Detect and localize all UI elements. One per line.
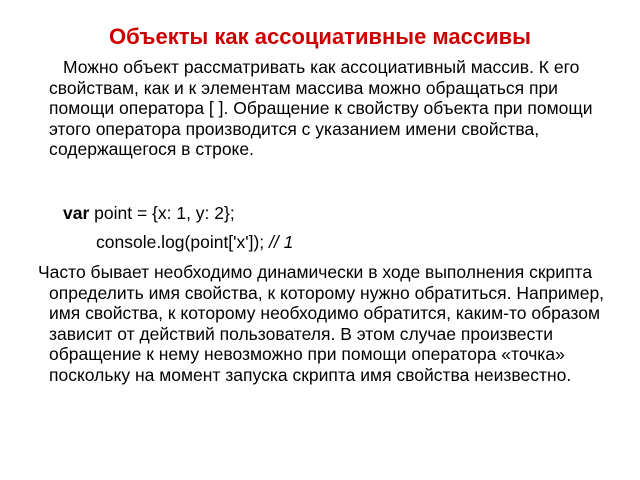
code-console-call: console.log(point['x']); [96,232,270,252]
intro-paragraph: Можно объект рассматривать как ассоциативный массив. К его свойствам, как и к элементам массива можно обращаться при помощи оператора [ ]. Обращение к свойству объекта при помощи этого оператора производится с указанием имени свойства, содержащегося в строке. [49,57,593,160]
slide-title: Объекты как ассоциативные массивы [109,24,531,49]
code-declaration-rest: point = {x: 1, y: 2}; [89,203,235,223]
code-comment: // 1 [269,232,294,252]
dynamic-access-paragraph: Часто бывает необходимо динамически в ходе выполнения скрипта определить имя свойства, к которому нужно обратиться. Например, имя свойства, к которому необходимо обратится, каким-то образом зависит от действий пользователя. В этом случае произвести обращение к нему невозможно при помощи оператора «точка» поскольку на момент запуска скрипта имя свойства неизвестно. [38,262,605,385]
code-line-declaration [63,202,235,224]
code-line-console-log [96,231,293,253]
code-keyword-var: var [63,203,90,223]
